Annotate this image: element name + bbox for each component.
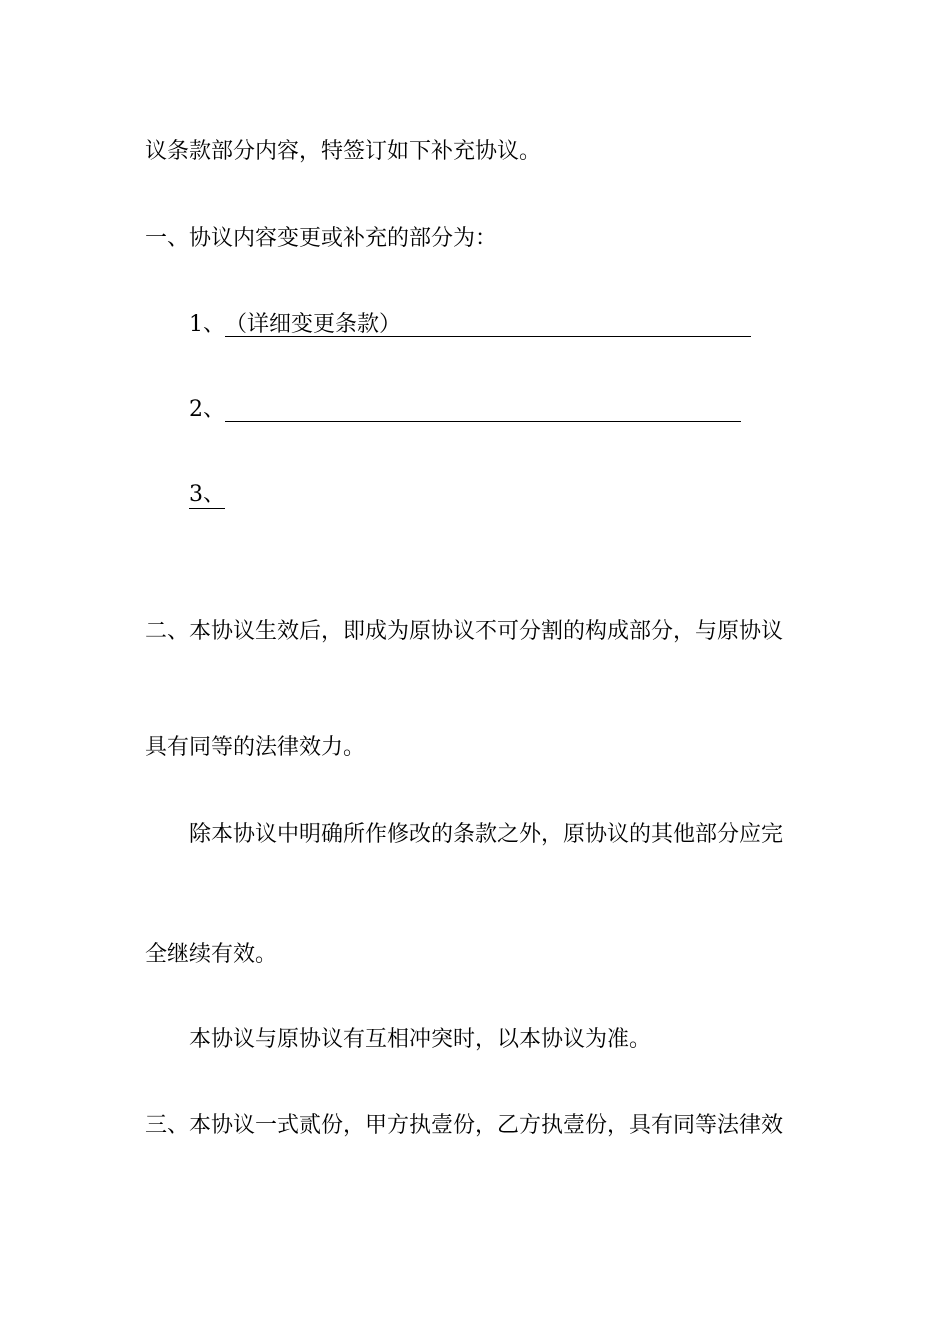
list-item-2-number: 2、: [189, 397, 225, 422]
list-item-1-number: 1、: [189, 312, 225, 337]
section-three-paragraph: 三、本协议一式贰份，甲方执壹份，乙方执壹份，具有同等法律效: [145, 1113, 784, 1138]
list-item-3: [189, 480, 225, 510]
paragraph-intro-continuation: 议条款部分内容，特签订如下补充协议。: [145, 139, 542, 164]
paragraph-conflict-rule: 本协议与原协议有互相冲突时，以本协议为准。: [189, 1027, 652, 1052]
paragraph-other-clauses: 除本协议中明确所作修改的条款之外，原协议的其他部分应完: [189, 822, 784, 847]
section-one-heading: 一、协议内容变更或补充的部分为：: [145, 226, 498, 251]
list-item-1-text: （详细变更条款）: [225, 312, 402, 337]
list-item-1-blank: [225, 310, 751, 337]
section-two-paragraph: 二、本协议生效后，即成为原协议不可分割的构成部分，与原协议: [145, 619, 784, 644]
list-item-2-blank: [225, 395, 741, 422]
list-item-2: [189, 395, 741, 425]
list-item-3-number: 3、: [189, 482, 225, 507]
list-item-1: [189, 310, 751, 340]
paragraph-other-clauses-continuation: 全继续有效。: [145, 942, 278, 967]
section-two-continuation: 具有同等的法律效力。: [145, 735, 366, 760]
